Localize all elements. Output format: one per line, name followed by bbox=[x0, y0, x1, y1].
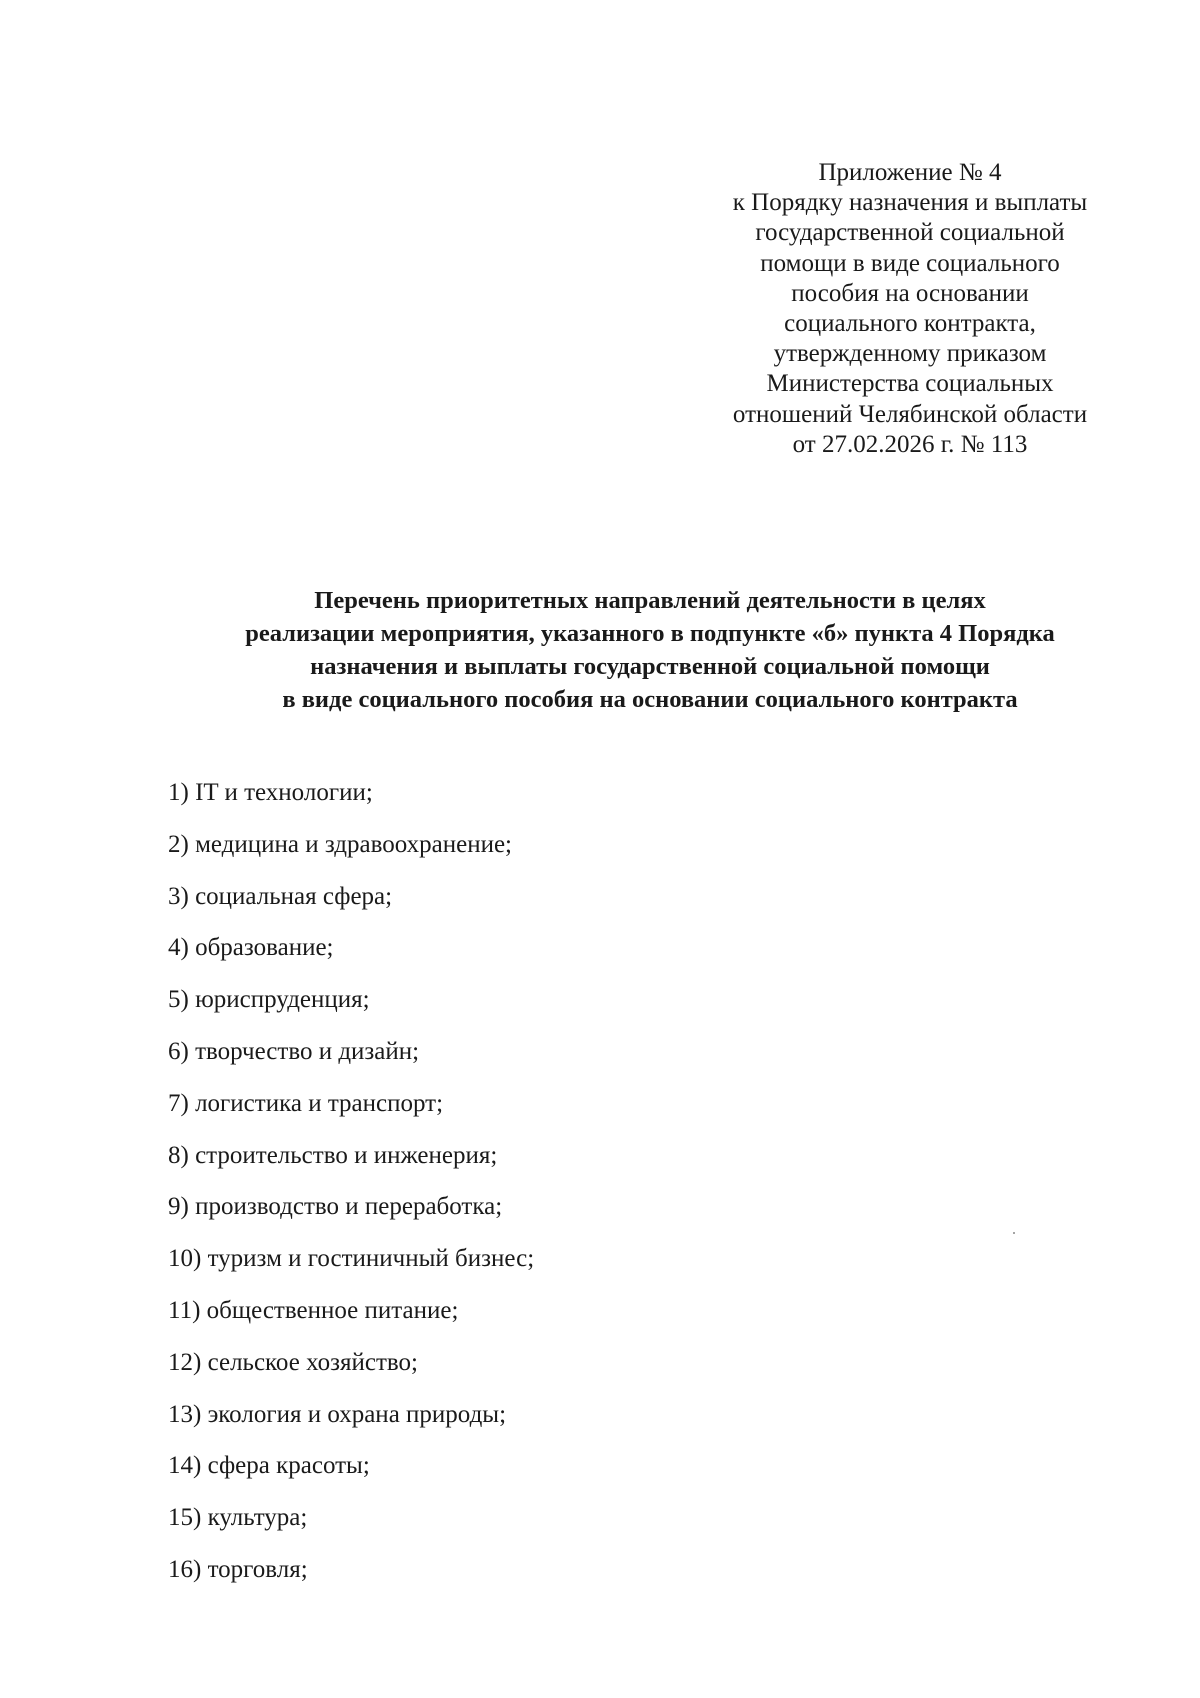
list-item: 1) IT и технологии; bbox=[168, 779, 373, 806]
list-item: 14) сфера красоты; bbox=[168, 1452, 370, 1480]
priority-directions-list bbox=[168, 778, 534, 1607]
appendix-line: от 27.02.2026 г. № 113 bbox=[792, 430, 1028, 458]
title-line: Перечень приоритетных направлений деятельности в целях bbox=[314, 587, 986, 614]
appendix-line: отношений Челябинской области bbox=[732, 400, 1088, 428]
appendix-line: к Порядку назначения и выплаты bbox=[732, 189, 1088, 217]
list-item: 7) логистика и транспорт; bbox=[168, 1089, 444, 1117]
list-item: 8) строительство и инженерия; bbox=[168, 1141, 498, 1169]
list-item: 15) культура; bbox=[168, 1504, 308, 1532]
list-item: 13) экология и охрана природы; bbox=[168, 1400, 507, 1428]
title-line: назначения и выплаты государственной социальной помощи bbox=[310, 653, 990, 680]
appendix-line: помощи в виде социального bbox=[760, 249, 1060, 277]
appendix-line: утвержденному приказом bbox=[773, 340, 1047, 368]
appendix-line: Министерства социальных bbox=[766, 370, 1054, 398]
list-item: 3) социальная сфера; bbox=[168, 882, 393, 910]
list-item: 6) творчество и дизайн; bbox=[168, 1037, 420, 1065]
list-item: 11) общественное питание; bbox=[168, 1296, 459, 1324]
appendix-line: государственной социальной bbox=[755, 219, 1065, 247]
list-item: 12) сельское хозяйство; bbox=[168, 1348, 418, 1376]
title-line: реализации мероприятия, указанного в подпункте «б» пункта 4 Порядка bbox=[245, 620, 1055, 647]
title-line: в виде социального пособия на основании социального контракта bbox=[282, 686, 1018, 713]
scan-speck bbox=[1013, 1232, 1015, 1234]
list-item: 16) торговля; bbox=[168, 1555, 308, 1583]
appendix-line: социального контракта, bbox=[784, 310, 1036, 338]
list-item: 4) образование; bbox=[168, 934, 334, 962]
appendix-header bbox=[700, 158, 1120, 460]
appendix-line: пособия на основании bbox=[791, 279, 1029, 307]
list-item: 5) юриспруденция; bbox=[168, 986, 370, 1014]
list-item: 9) производство и переработка; bbox=[168, 1193, 503, 1221]
list-item: 10) туризм и гостиничный бизнес; bbox=[168, 1245, 535, 1273]
list-item: 2) медицина и здравоохранение; bbox=[168, 830, 512, 858]
appendix-line: Приложение № 4 bbox=[818, 159, 1002, 186]
document-title bbox=[150, 584, 1150, 716]
